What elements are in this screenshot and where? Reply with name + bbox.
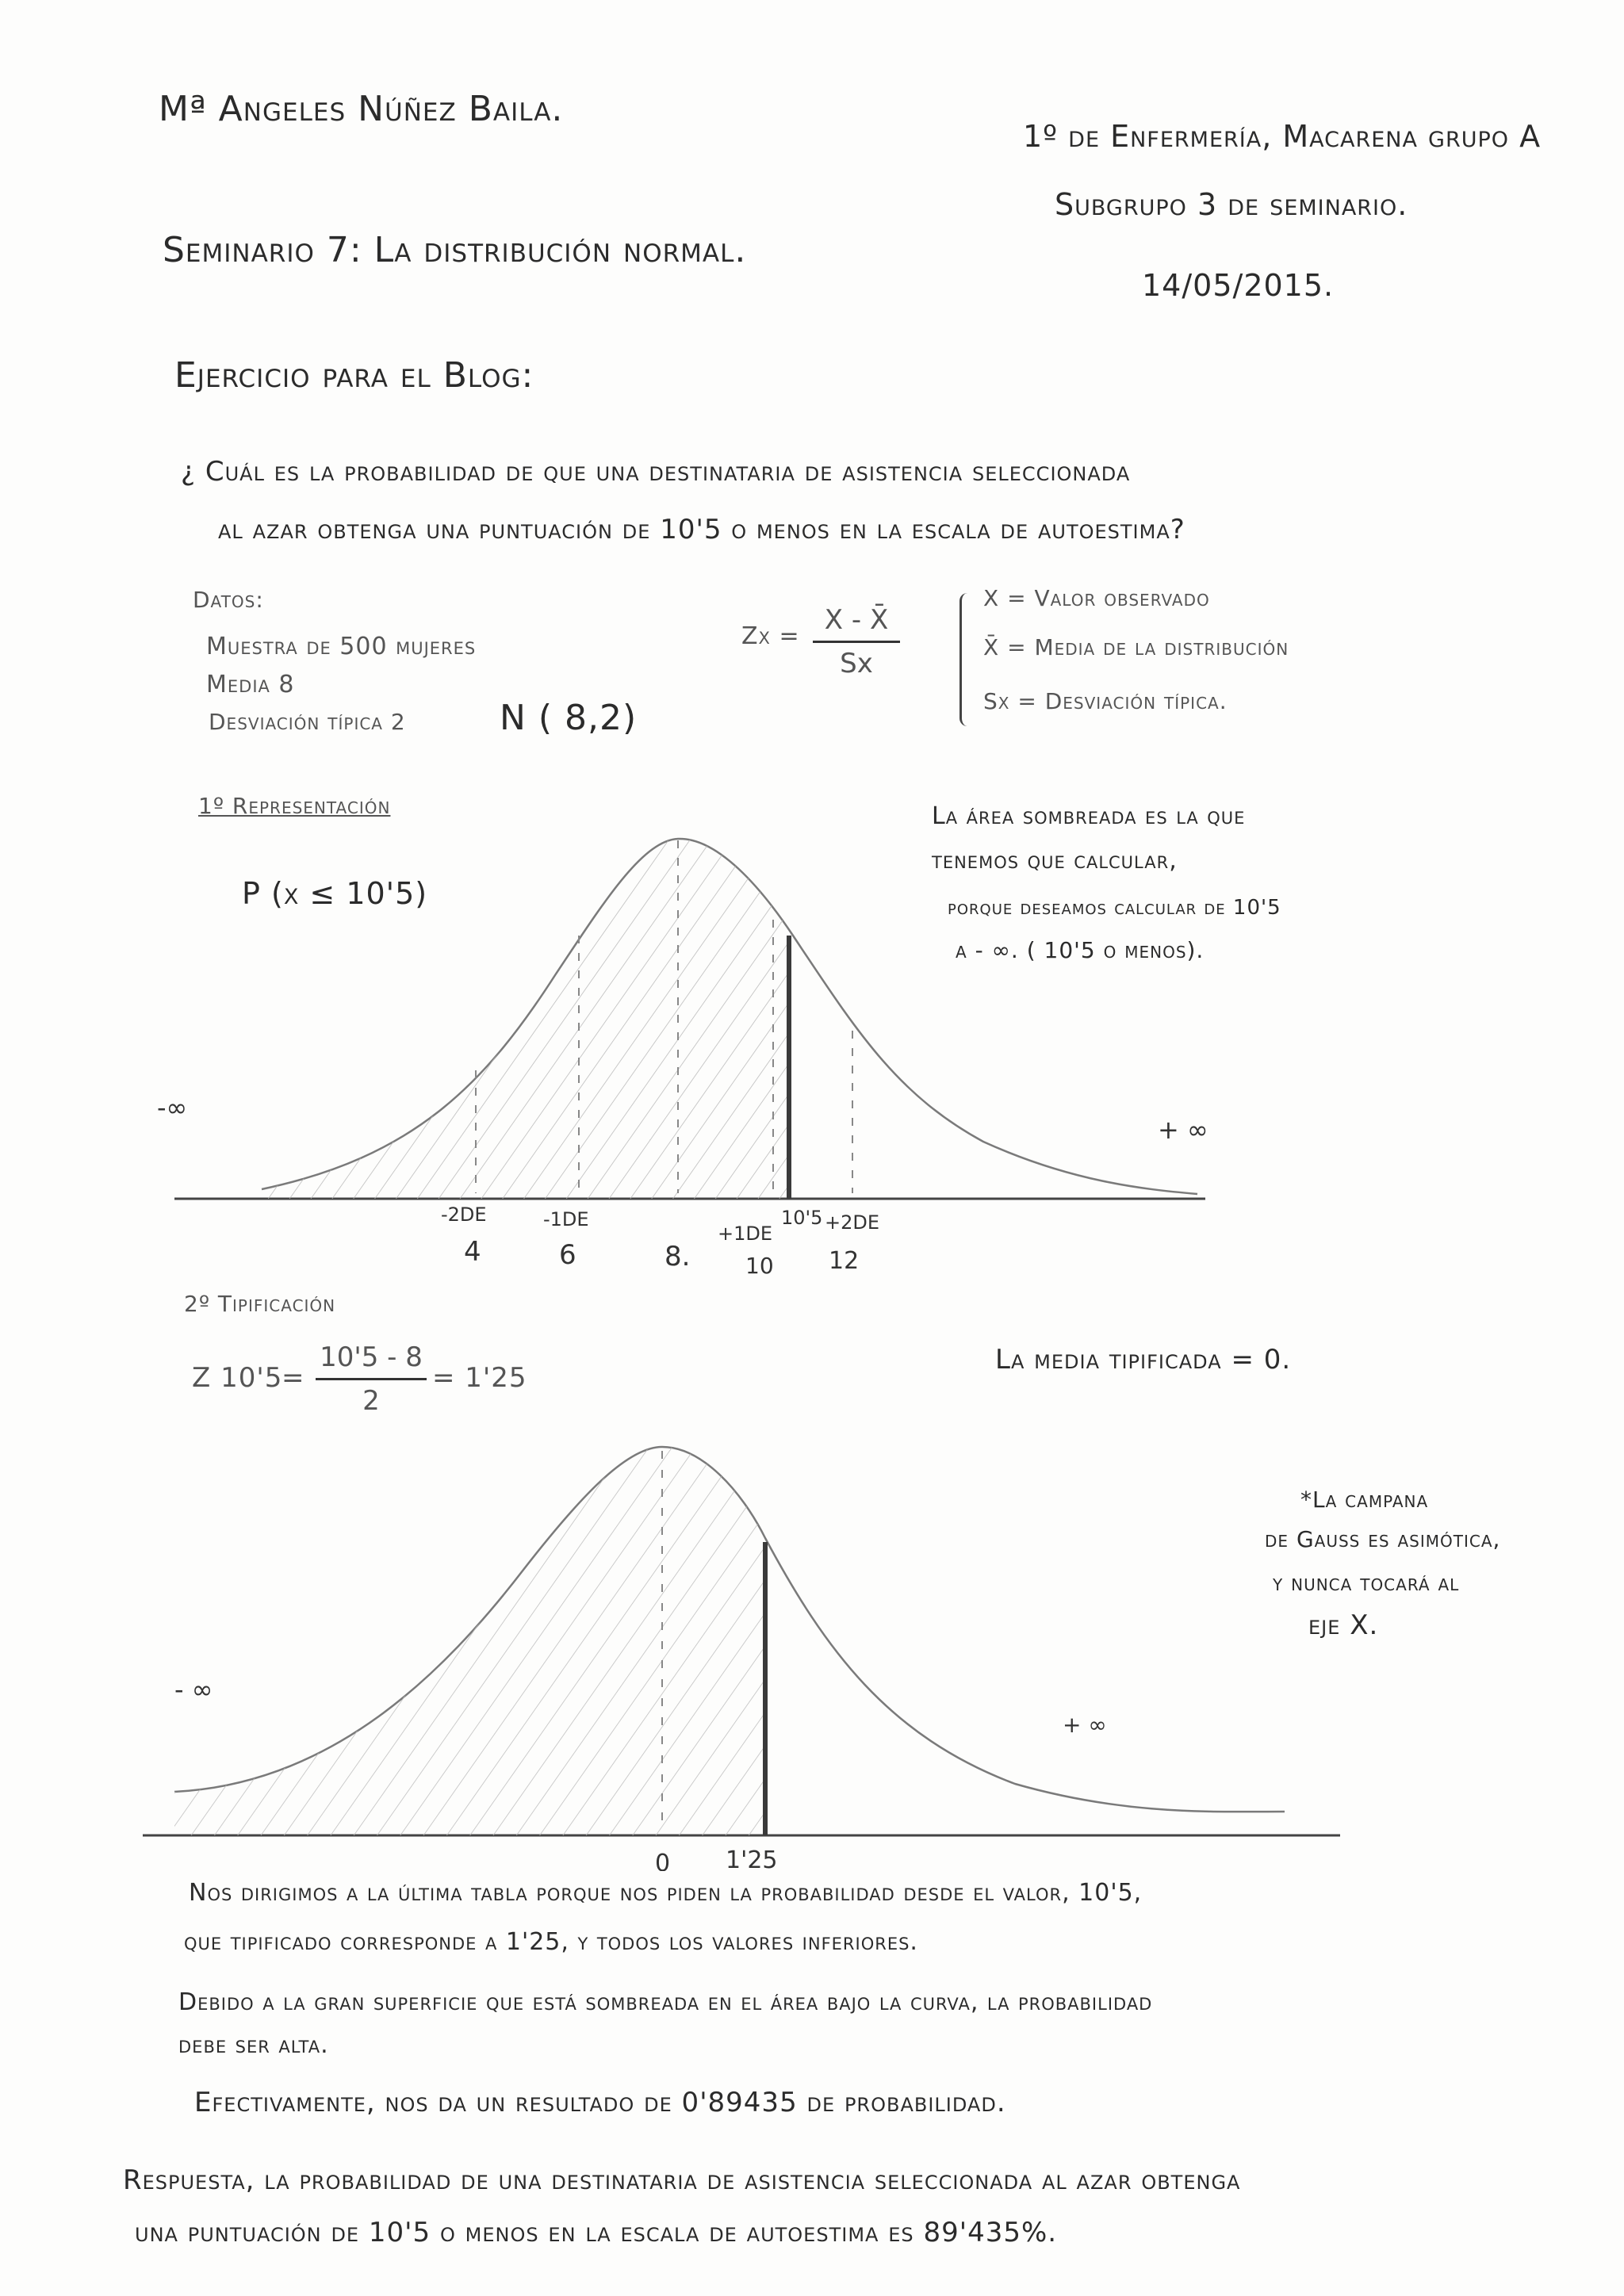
conclusion-line-1: Nos dirigimos a la última tabla porque nos piden la probabilidad desde el valor, 10'5,: [189, 1879, 1143, 1907]
legend-sd: Sx = Desviación típica.: [983, 688, 1228, 714]
z-numerator: 10'5 - 8: [320, 1341, 423, 1373]
datos-mean: Media 8: [206, 671, 295, 698]
author-name: Mª Angeles Núñez Baila.: [159, 89, 564, 129]
formula-denominator: Sx: [840, 648, 873, 679]
section1-heading: 1º Representación: [198, 793, 391, 819]
area-note-2: tenemos que calcular,: [932, 847, 1178, 874]
plus-infinity-label: + ∞: [1158, 1115, 1208, 1145]
conclusion-result: Efectivamente, nos da un resultado de 0'89435 de probabilidad.: [194, 2087, 1006, 2118]
bell-note-2: de Gauss es asimótica,: [1265, 1526, 1501, 1552]
conclusion-line-3: Debido a la gran superficie que está sombreada en el área bajo la curva, la probabilidad: [178, 1988, 1153, 2016]
axis-z-label: 1'25: [726, 1846, 778, 1871]
answer-line-2: una puntuación de 10'5 o menos en la escala de autoestima es 89'435%.: [135, 2217, 1058, 2248]
minus-infinity-label: -∞: [157, 1093, 188, 1123]
normal-curve-graph-2: [0, 1411, 1624, 1871]
z-fraction: [316, 1341, 427, 1417]
area-note-4: a - ∞. ( 10'5 o menos).: [956, 937, 1205, 963]
bell-note-3: y nunca tocará al: [1273, 1570, 1460, 1596]
z-fraction-bar: [316, 1378, 427, 1380]
section2-heading: 2º Tipificación: [184, 1291, 336, 1317]
area-note-1: La área sombreada es la que: [932, 802, 1246, 830]
z-equals: =: [282, 1362, 305, 1394]
bell-note-4: eje X.: [1308, 1609, 1379, 1641]
plus-infinity-label-2: + ∞: [1063, 1712, 1107, 1738]
legend-x: X = Valor observado: [983, 585, 1210, 611]
exercise-heading: Ejercicio para el Blog:: [174, 355, 534, 396]
probability-expression: P (x ≤ 10'5): [242, 876, 428, 911]
tick-label-plus-2de: +2DE: [825, 1211, 880, 1234]
question-line-1: ¿ Cuál es la probabilidad de que una destinataria de asistencia seleccionada: [181, 456, 1131, 488]
bell-note-1: *La campana: [1300, 1487, 1429, 1513]
area-note-3: porque deseamos calcular de 10'5: [948, 896, 1281, 920]
datos-sample: Muestra de 500 mujeres: [206, 633, 477, 660]
document-title: Seminario 7: La distribución normal.: [163, 230, 747, 270]
value-6: 6: [559, 1239, 576, 1271]
tick-label-minus-1de: -1DE: [543, 1208, 589, 1230]
conclusion-line-4: debe ser alta.: [178, 2031, 329, 2059]
shaded-area: [262, 839, 793, 1199]
z-result: = 1'25: [432, 1362, 527, 1394]
formula-lhs: Zx =: [741, 622, 800, 650]
mean-note: La media tipificada = 0.: [995, 1344, 1292, 1376]
datos-sd: Desviación típica 2: [209, 709, 406, 735]
axis-zero-label: 0: [655, 1850, 671, 1871]
datos-label: Datos:: [193, 587, 264, 613]
question-line-2: al azar obtenga una puntuación de 10'5 o menos en la escala de autoestima?: [218, 514, 1185, 545]
value-8: 8.: [665, 1241, 691, 1272]
answer-line-1: Respuesta, la probabilidad de una destinataria de asistencia seleccionada al azar obtenga: [123, 2164, 1241, 2196]
normal-notation: N ( 8,2): [500, 698, 638, 738]
conclusion-line-2: que tipificado corresponde a 1'25, y todos los valores inferiores.: [184, 1928, 918, 1956]
legend-mean: X̄ = Media de la distribución: [983, 634, 1289, 660]
formula-numerator: X - X̄: [824, 604, 889, 636]
minus-infinity-label-2: - ∞: [174, 1674, 213, 1705]
tick-label-plus-1de: +1DE: [718, 1223, 773, 1245]
document-date: 14/05/2015.: [1142, 268, 1335, 303]
tick-label-minus-2de: -2DE: [441, 1203, 487, 1226]
z-label: Z 10'5: [192, 1362, 283, 1394]
course-info: 1º de Enfermería, Macarena grupo A: [1023, 119, 1542, 154]
z-denominator: 2: [362, 1385, 380, 1417]
value-4: 4: [464, 1236, 481, 1268]
value-12: 12: [829, 1247, 860, 1275]
subgroup-info: Subgrupo 3 de seminario.: [1055, 187, 1408, 222]
shaded-area-standardized: [174, 1447, 765, 1835]
value-10: 10: [745, 1253, 774, 1279]
tick-label-10-5: 10'5: [781, 1207, 823, 1229]
